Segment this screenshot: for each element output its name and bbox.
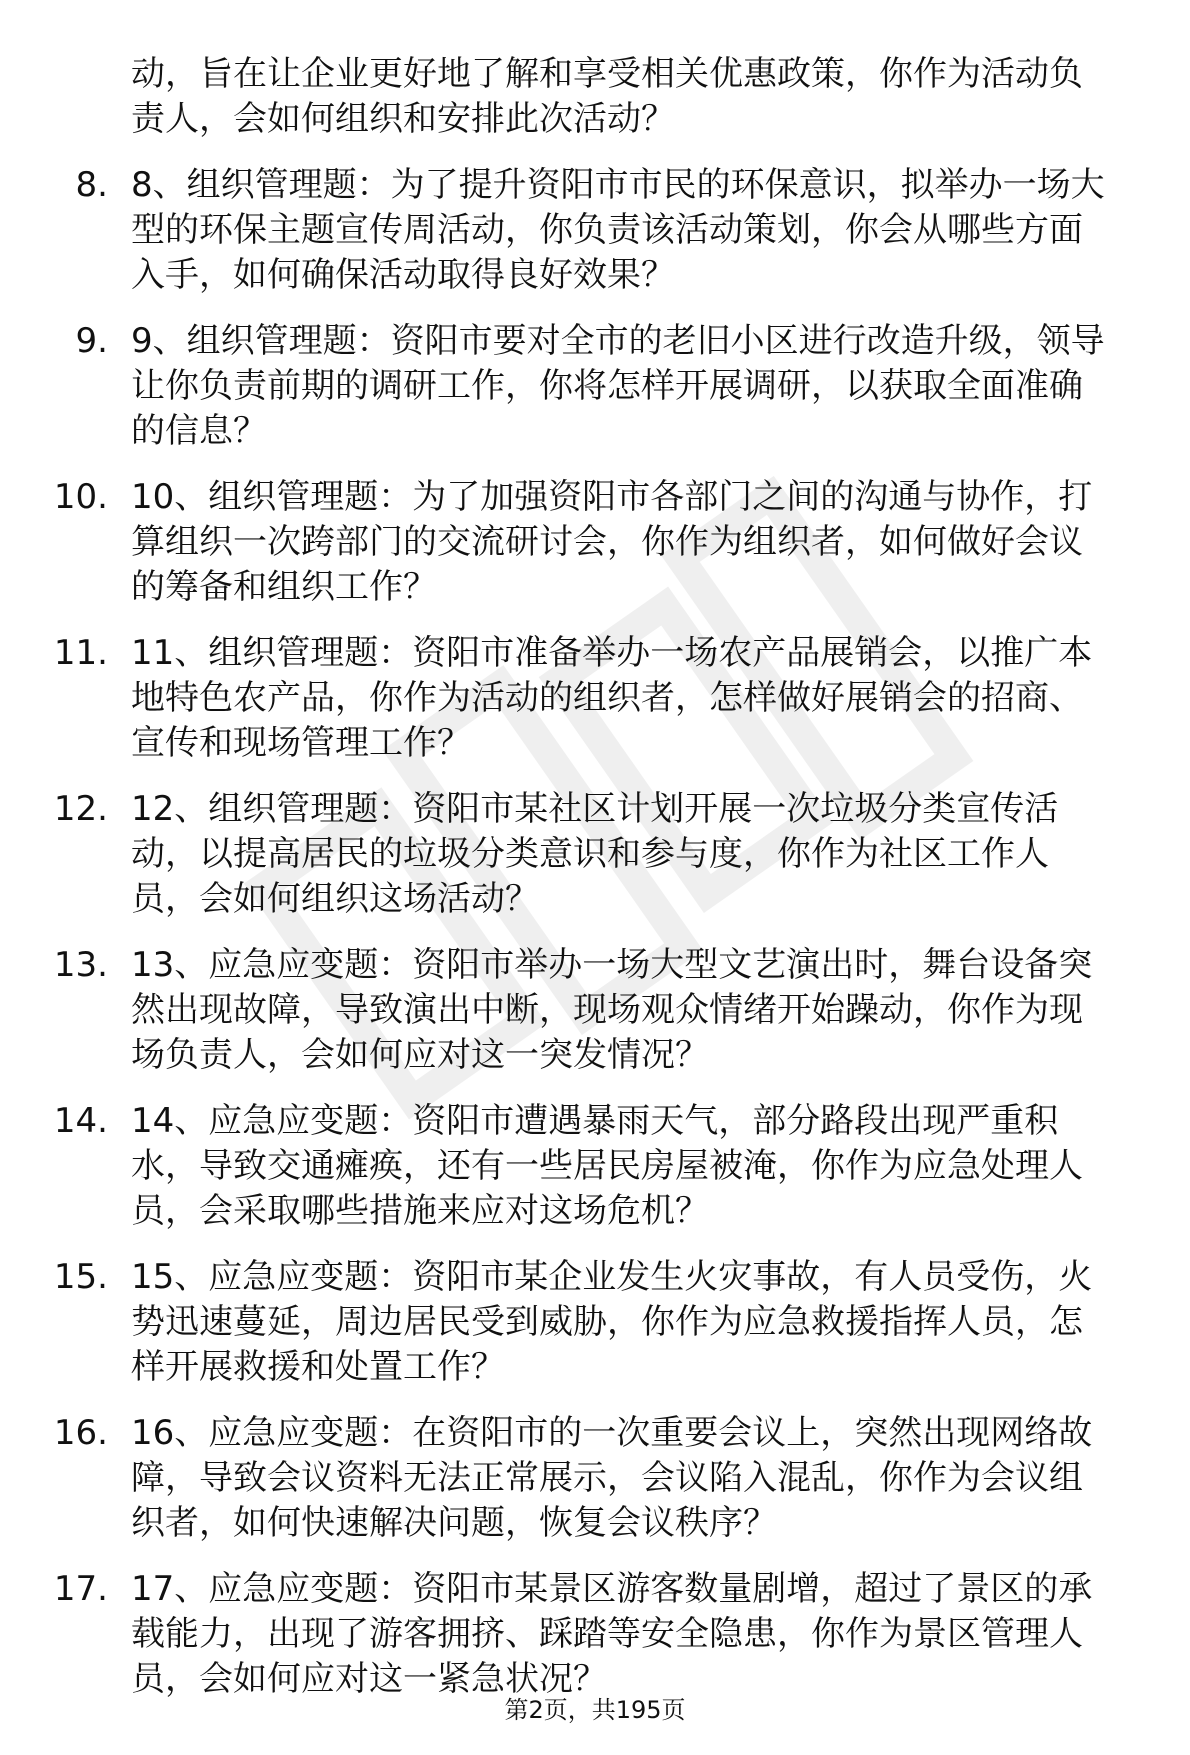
list-item (0, 1411, 1190, 1546)
item-text: 15、应急应变题：资阳市某企业发生火灾事故，有人员受伤，火 势迅速蔓延，周边居民受到威胁，你作为应急救援指挥人员，怎 样开展救援和处置工作？ (131, 1257, 1093, 1387)
list-item (0, 631, 1190, 766)
item-text: 10、组织管理题：为了加强资阳市各部门之间的沟通与协作，打 算组织一次跨部门的交流研讨会，你作为组织者，如何做好会议 的筹备和组织工作？ (131, 477, 1093, 607)
item-number: 11. (53, 633, 108, 673)
item-text: 9、组织管理题：资阳市要对全市的老旧小区进行改造升级，领导 让你负责前期的调研工作，你将怎样开展调研，以获取全面准确 的信息？ (131, 321, 1105, 451)
item-text: 11、组织管理题：资阳市准备举办一场农产品展销会，以推广本 地特色农产品，你作为活动的组织者，怎样做好展销会的招商、 宣传和现场管理工作？ (131, 633, 1093, 763)
continuation-text: 动，旨在让企业更好地了解和享受相关优惠政策，你作为活动负 责人，会如何组织和安排此次活动？ (131, 54, 1083, 139)
item-text: 14、应急应变题：资阳市遭遇暴雨天气，部分路段出现严重积 水，导致交通瘫痪，还有一些居民房屋被淹，你作为应急处理人 员，会采取哪些措施来应对这场危机？ (131, 1101, 1083, 1231)
item-text: 8、组织管理题：为了提升资阳市市民的环保意识，拟举办一场大 型的环保主题宣传周活动，你负责该活动策划，你会从哪些方面 入手，如何确保活动取得良好效果？ (131, 165, 1105, 295)
list-item (0, 163, 1190, 298)
item-number: 8. (75, 165, 108, 205)
item-number: 16. (53, 1413, 108, 1453)
list-item (0, 943, 1190, 1078)
list-item (0, 1255, 1190, 1390)
item-text: 16、应急应变题：在资阳市的一次重要会议上，突然出现网络故 障，导致会议资料无法正常展示，会议陷入混乱，你作为会议组 织者，如何快速解决问题，恢复会议秩序？ (131, 1413, 1093, 1543)
list-item (0, 787, 1190, 922)
item-number: 12. (53, 789, 108, 829)
item-text: 12、组织管理题：资阳市某社区计划开展一次垃圾分类宣传活 动，以提高居民的垃圾分类意识和参与度，你作为社区工作人 员，会如何组织这场活动？ (131, 789, 1059, 919)
item-text: 17、应急应变题：资阳市某景区游客数量剧增，超过了景区的承 载能力，出现了游客拥挤、踩踏等安全隐患，你作为景区管理人 员，会如何应对这一紧急状况？ (131, 1569, 1093, 1699)
question-list (0, 52, 1190, 1723)
list-item (0, 1099, 1190, 1234)
item-number: 14. (53, 1101, 108, 1141)
item-number: 10. (53, 477, 108, 517)
item-number: 15. (53, 1257, 108, 1297)
list-item-continuation (0, 52, 1190, 142)
page-footer: 第2页，共195页 (504, 1696, 686, 1724)
item-number: 9. (75, 321, 108, 361)
item-number: 13. (53, 945, 108, 985)
list-item (0, 475, 1190, 610)
item-number: 17. (53, 1569, 108, 1609)
item-text: 13、应急应变题：资阳市举办一场大型文艺演出时，舞台设备突 然出现故障，导致演出中断，现场观众情绪开始躁动，你作为现 场负责人，会如何应对这一突发情况？ (131, 945, 1093, 1075)
list-item (0, 1567, 1190, 1702)
list-item (0, 319, 1190, 454)
